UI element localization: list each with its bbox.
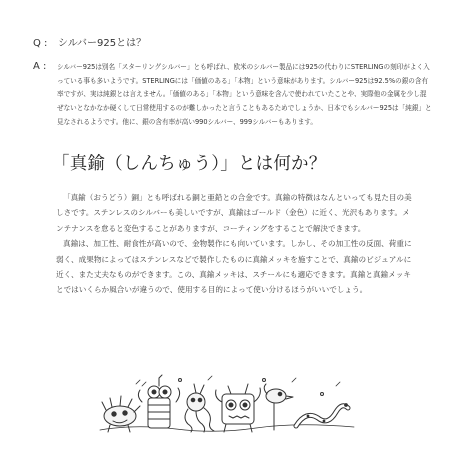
question-marker: Q :	[33, 38, 48, 49]
creature-bird	[264, 384, 293, 430]
body-paragraph: 真鍮は、加工性、耐食性が高いので、金物製作にも向いています。しかし、その加工性の反面、荷重に弱く、成果物によってはステンレスなどで製作したものに真鍮メッキを施すことで、真鍮のビジュアルに近く、また丈夫なものができます。この、真鍮メッキは、スチールにも適応できます。真鍮と真鍮メッキとではいくらか風合いが違うので、使用する目的によって使い分けるほうがいいでしょう。	[56, 239, 412, 295]
creature-box	[216, 384, 261, 432]
answer-marker: A :	[33, 61, 47, 72]
creature-tentacles	[185, 384, 214, 432]
section-title: 「真鍮（しんちゅう）」とは何か？	[52, 154, 327, 174]
faq-question: シルバー925とは？	[58, 38, 147, 49]
faq-answer: シルバー925は別名「スターリングシルバー」とも呼ばれ、欧米のシルバー製品には925の代わりにSTERLINGの刻印がよく入っている事も多いようです。STERLINGには「価値のある」「本物」という意味があります。シルバー925は92.5%の銀の含有率ですが、実は純銀とは言えません。「価値のある」「本物」という意味を含んで使われていたことや、実際他の金属を少し混ぜないとなかなか硬くして日常使用するのが難しかったと言うこともあるためでしょうか、日本でもシルバー925は「純銀」と見なされるようです。他に、銀の含有率が高い990シルバー、999シルバーもあります。	[57, 63, 432, 126]
body-paragraph: 「真鍮（おうどう）銅」とも呼ばれる銅と亜鉛との合金です。真鍮の特徴はなんといっても見た目の美しさです。ステンレスのシルバーも美しいですが、真鍮はゴールド（金色）に近く、光沢もあります。メンテナンスを怠ると変色することがありますが、コーティングをすることで解決できます。	[56, 193, 412, 233]
section-body	[56, 190, 412, 298]
creature-worm	[296, 404, 348, 426]
doodle-monsters-illustration-icon	[96, 372, 358, 442]
